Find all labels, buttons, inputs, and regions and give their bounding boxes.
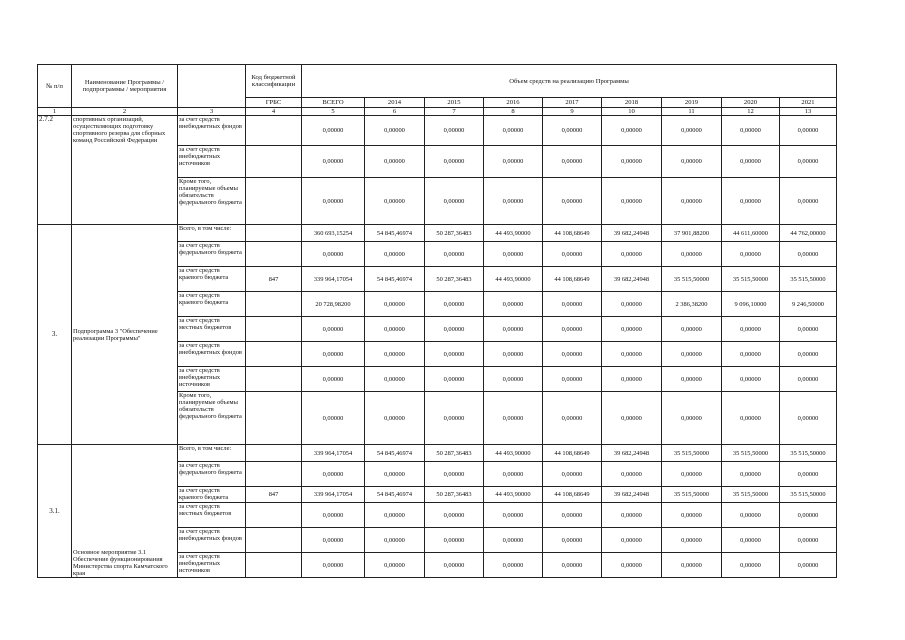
amount-cell: 39 682,24948 — [602, 487, 662, 503]
amount-cell: 0,00000 — [425, 528, 484, 553]
amount-cell: 0,00000 — [722, 462, 780, 487]
amount-cell: 44 108,68649 — [543, 267, 602, 292]
amount-cell: 0,00000 — [662, 317, 722, 342]
amount-cell: 339 964,17054 — [302, 445, 365, 462]
volume-header: Объем средств на реализацию Программы — [302, 65, 837, 98]
amount-cell: 0,00000 — [365, 553, 425, 578]
col-num: 10 — [602, 108, 662, 116]
amount-cell: 0,00000 — [484, 342, 543, 367]
amount-cell: 35 515,50000 — [662, 267, 722, 292]
amount-cell: 0,00000 — [365, 292, 425, 317]
amount-cell: 0,00000 — [780, 553, 837, 578]
amount-cell: 44 493,90000 — [484, 225, 543, 242]
grbs-code — [246, 116, 302, 146]
item-number: 2.7.2 — [38, 116, 72, 225]
amount-cell: 44 762,00000 — [780, 225, 837, 242]
amount-cell: 0,00000 — [365, 392, 425, 445]
grbs-code — [246, 528, 302, 553]
amount-cell: 0,00000 — [662, 553, 722, 578]
amount-cell: 0,00000 — [602, 553, 662, 578]
amount-cell: 0,00000 — [722, 146, 780, 178]
grbs-code — [246, 317, 302, 342]
grbs-code: 847 — [246, 487, 302, 503]
amount-cell: 0,00000 — [543, 367, 602, 392]
amount-cell: 0,00000 — [543, 317, 602, 342]
amount-cell: 0,00000 — [722, 528, 780, 553]
amount-cell: 35 515,50000 — [722, 487, 780, 503]
amount-cell: 0,00000 — [484, 292, 543, 317]
amount-cell: 339 964,17054 — [302, 267, 365, 292]
amount-cell: 0,00000 — [484, 503, 543, 528]
col-num: 11 — [662, 108, 722, 116]
amount-cell: 0,00000 — [425, 317, 484, 342]
amount-cell: 0,00000 — [365, 503, 425, 528]
amount-cell: 9 246,50000 — [780, 292, 837, 317]
amount-cell: 0,00000 — [425, 146, 484, 178]
amount-cell: 0,00000 — [425, 503, 484, 528]
amount-cell: 0,00000 — [780, 242, 837, 267]
amount-cell: 0,00000 — [662, 146, 722, 178]
amount-cell: 0,00000 — [425, 178, 484, 225]
amount-cell: 0,00000 — [780, 146, 837, 178]
amount-cell: 44 493,90000 — [484, 487, 543, 503]
funding-source: за счет средств внебюджетных фондов — [178, 528, 246, 553]
amount-cell: 0,00000 — [602, 317, 662, 342]
amount-cell: 0,00000 — [602, 367, 662, 392]
amount-cell: 0,00000 — [302, 392, 365, 445]
amount-cell: 0,00000 — [662, 342, 722, 367]
amount-cell: 0,00000 — [302, 116, 365, 146]
amount-cell: 0,00000 — [602, 146, 662, 178]
amount-cell: 2 386,38200 — [662, 292, 722, 317]
table-row — [38, 445, 837, 462]
amount-cell: 54 845,46974 — [365, 225, 425, 242]
amount-cell: 0,00000 — [543, 242, 602, 267]
item-name: спортивных организаций, осуществляющих подготовку спортивного резерва для сборных команд Российской Федерации — [72, 116, 178, 225]
amount-cell: 0,00000 — [302, 242, 365, 267]
amount-cell: 0,00000 — [365, 367, 425, 392]
amount-cell: 0,00000 — [302, 146, 365, 178]
amount-cell: 0,00000 — [602, 503, 662, 528]
amount-cell: 35 515,50000 — [722, 445, 780, 462]
amount-cell: 0,00000 — [543, 528, 602, 553]
amount-cell: 0,00000 — [543, 178, 602, 225]
funding-source: за счет средств внебюджетных источников — [178, 553, 246, 578]
amount-cell: 0,00000 — [302, 528, 365, 553]
amount-cell: 0,00000 — [365, 317, 425, 342]
grbs-code — [246, 367, 302, 392]
funding-source: Всего, в том числе: — [178, 225, 246, 242]
year-2016: 2016 — [484, 98, 543, 108]
column-number-row — [38, 108, 837, 116]
amount-cell: 0,00000 — [365, 462, 425, 487]
amount-cell: 50 287,36483 — [425, 487, 484, 503]
amount-cell: 0,00000 — [662, 242, 722, 267]
amount-cell: 0,00000 — [722, 367, 780, 392]
amount-cell: 0,00000 — [722, 553, 780, 578]
col-num: 7 — [425, 108, 484, 116]
table-row — [38, 116, 837, 146]
amount-cell: 44 108,68649 — [543, 445, 602, 462]
grbs-code — [246, 392, 302, 445]
funding-source: Кроме того, планируемые объемы обязательств федерального бюджета — [178, 178, 246, 225]
amount-cell: 0,00000 — [302, 553, 365, 578]
funding-source: за счет средств краевого бюджета — [178, 267, 246, 292]
year-2018: 2018 — [602, 98, 662, 108]
amount-cell: 0,00000 — [543, 553, 602, 578]
amount-cell: 0,00000 — [365, 242, 425, 267]
funding-source: за счет средств федерального бюджета — [178, 242, 246, 267]
grbs-code — [246, 242, 302, 267]
amount-cell: 0,00000 — [365, 146, 425, 178]
funding-source: за счет средств внебюджетных фондов — [178, 342, 246, 367]
amount-cell: 0,00000 — [662, 503, 722, 528]
col-num: 8 — [484, 108, 543, 116]
grbs-header: ГРБС — [246, 98, 302, 108]
col-num: 6 — [365, 108, 425, 116]
grbs-code — [246, 178, 302, 225]
amount-cell: 0,00000 — [484, 528, 543, 553]
amount-cell: 0,00000 — [662, 367, 722, 392]
amount-cell: 0,00000 — [722, 116, 780, 146]
amount-cell: 0,00000 — [722, 392, 780, 445]
amount-cell: 0,00000 — [602, 116, 662, 146]
item-name: Основное мероприятие 3.1 Обеспечение функционирования Министерства спорта Камчатского края — [72, 445, 178, 578]
amount-cell: 339 964,17054 — [302, 487, 365, 503]
amount-cell: 0,00000 — [302, 342, 365, 367]
amount-cell: 0,00000 — [425, 292, 484, 317]
amount-cell: 0,00000 — [484, 317, 543, 342]
amount-cell: 0,00000 — [722, 178, 780, 225]
amount-cell: 39 682,24948 — [602, 225, 662, 242]
grbs-code — [246, 462, 302, 487]
item-number: 3.1. — [38, 445, 72, 578]
grbs-code — [246, 503, 302, 528]
amount-cell: 0,00000 — [780, 503, 837, 528]
amount-cell: 0,00000 — [302, 367, 365, 392]
year-2019: 2019 — [662, 98, 722, 108]
amount-cell: 20 728,98200 — [302, 292, 365, 317]
amount-cell: 37 901,88200 — [662, 225, 722, 242]
col-num: 3 — [178, 108, 246, 116]
amount-cell: 0,00000 — [484, 116, 543, 146]
year-2020: 2020 — [722, 98, 780, 108]
amount-cell: 0,00000 — [780, 178, 837, 225]
col-num: 4 — [246, 108, 302, 116]
name-header: Наименование Программы / подпрограммы / мероприятия — [72, 65, 178, 108]
amount-cell: 0,00000 — [602, 392, 662, 445]
funding-source: за счет средств местных бюджетов — [178, 503, 246, 528]
amount-cell: 0,00000 — [425, 242, 484, 267]
col-num: 13 — [780, 108, 837, 116]
amount-cell: 9 096,10000 — [722, 292, 780, 317]
amount-cell: 44 493,90000 — [484, 445, 543, 462]
amount-cell: 0,00000 — [602, 242, 662, 267]
funding-source: за счет средств федерального бюджета — [178, 462, 246, 487]
amount-cell: 0,00000 — [780, 116, 837, 146]
grbs-code: 847 — [246, 267, 302, 292]
amount-cell: 0,00000 — [722, 242, 780, 267]
amount-cell: 0,00000 — [780, 528, 837, 553]
amount-cell: 0,00000 — [484, 146, 543, 178]
amount-cell: 50 287,36483 — [425, 225, 484, 242]
amount-cell: 35 515,50000 — [780, 445, 837, 462]
code-header: Код бюджетной классификации — [246, 65, 302, 98]
funding-source: за счет средств внебюджетных источников — [178, 146, 246, 178]
grbs-code — [246, 146, 302, 178]
grbs-code — [246, 225, 302, 242]
amount-cell: 0,00000 — [425, 462, 484, 487]
year-2015: 2015 — [425, 98, 484, 108]
amount-cell: 0,00000 — [543, 116, 602, 146]
amount-cell: 0,00000 — [780, 392, 837, 445]
amount-cell: 0,00000 — [780, 462, 837, 487]
grbs-code — [246, 342, 302, 367]
scanned-document — [37, 64, 837, 578]
amount-cell: 39 682,24948 — [602, 445, 662, 462]
amount-cell: 0,00000 — [425, 392, 484, 445]
num-header: № п/п — [38, 65, 72, 108]
amount-cell: 0,00000 — [543, 392, 602, 445]
amount-cell: 0,00000 — [484, 553, 543, 578]
amount-cell: 0,00000 — [365, 178, 425, 225]
table-body — [38, 116, 837, 578]
amount-cell: 50 287,36483 — [425, 267, 484, 292]
amount-cell: 0,00000 — [662, 528, 722, 553]
item-name: Подпрограмма 3 "Обеспечение реализации Программы" — [72, 225, 178, 445]
funding-source: Кроме того, планируемые объемы обязательств федерального бюджета — [178, 392, 246, 445]
amount-cell: 44 611,60000 — [722, 225, 780, 242]
amount-cell: 0,00000 — [365, 342, 425, 367]
amount-cell: 35 515,50000 — [662, 487, 722, 503]
amount-cell: 0,00000 — [602, 178, 662, 225]
amount-cell: 35 515,50000 — [722, 267, 780, 292]
amount-cell: 0,00000 — [543, 292, 602, 317]
amount-cell: 39 682,24948 — [602, 267, 662, 292]
amount-cell: 54 845,46974 — [365, 445, 425, 462]
item-number: 3. — [38, 225, 72, 445]
amount-cell: 0,00000 — [302, 317, 365, 342]
amount-cell: 0,00000 — [484, 392, 543, 445]
amount-cell: 0,00000 — [484, 462, 543, 487]
amount-cell: 0,00000 — [722, 342, 780, 367]
amount-cell: 0,00000 — [543, 342, 602, 367]
amount-cell: 44 108,68649 — [543, 225, 602, 242]
amount-cell: 0,00000 — [425, 116, 484, 146]
empty-header — [178, 65, 246, 108]
amount-cell: 0,00000 — [484, 242, 543, 267]
amount-cell: 35 515,50000 — [780, 487, 837, 503]
amount-cell: 54 845,46974 — [365, 487, 425, 503]
amount-cell: 0,00000 — [780, 342, 837, 367]
funding-source: за счет средств внебюджетных источников — [178, 367, 246, 392]
amount-cell: 44 108,68649 — [543, 487, 602, 503]
col-num: 12 — [722, 108, 780, 116]
col-num: 1 — [38, 108, 72, 116]
amount-cell: 0,00000 — [602, 342, 662, 367]
amount-cell: 0,00000 — [365, 116, 425, 146]
amount-cell: 0,00000 — [780, 367, 837, 392]
amount-cell: 0,00000 — [662, 178, 722, 225]
amount-cell: 54 845,46974 — [365, 267, 425, 292]
year-2017: 2017 — [543, 98, 602, 108]
amount-cell: 0,00000 — [425, 553, 484, 578]
amount-cell: 0,00000 — [425, 367, 484, 392]
amount-cell: 0,00000 — [484, 367, 543, 392]
amount-cell: 360 693,15254 — [302, 225, 365, 242]
amount-cell: 0,00000 — [543, 462, 602, 487]
amount-cell: 0,00000 — [302, 178, 365, 225]
amount-cell: 0,00000 — [662, 116, 722, 146]
funding-source: за счет средств краевого бюджета — [178, 292, 246, 317]
amount-cell: 0,00000 — [602, 462, 662, 487]
amount-cell: 0,00000 — [425, 342, 484, 367]
amount-cell: 0,00000 — [662, 462, 722, 487]
amount-cell: 0,00000 — [722, 503, 780, 528]
amount-cell: 0,00000 — [722, 317, 780, 342]
header-row — [38, 65, 837, 98]
year-total: ВСЕГО — [302, 98, 365, 108]
amount-cell: 0,00000 — [780, 317, 837, 342]
funding-source: за счет средств внебюджетных фондов — [178, 116, 246, 146]
amount-cell: 0,00000 — [543, 146, 602, 178]
amount-cell: 0,00000 — [602, 292, 662, 317]
amount-cell: 0,00000 — [302, 503, 365, 528]
funding-source: за счет средств местных бюджетов — [178, 317, 246, 342]
amount-cell: 44 493,90000 — [484, 267, 543, 292]
col-num: 9 — [543, 108, 602, 116]
amount-cell: 0,00000 — [662, 392, 722, 445]
amount-cell: 35 515,50000 — [780, 267, 837, 292]
col-num: 5 — [302, 108, 365, 116]
amount-cell: 0,00000 — [302, 462, 365, 487]
grbs-code — [246, 445, 302, 462]
col-num: 2 — [72, 108, 178, 116]
funding-source: Всего, в том числе: — [178, 445, 246, 462]
funding-source: за счет средств краевого бюджета — [178, 487, 246, 503]
grbs-code — [246, 292, 302, 317]
year-2014: 2014 — [365, 98, 425, 108]
year-2021: 2021 — [780, 98, 837, 108]
grbs-code — [246, 553, 302, 578]
budget-table — [37, 64, 837, 578]
amount-cell: 35 515,50000 — [662, 445, 722, 462]
amount-cell: 0,00000 — [484, 178, 543, 225]
amount-cell: 0,00000 — [543, 503, 602, 528]
amount-cell: 50 287,36483 — [425, 445, 484, 462]
amount-cell: 0,00000 — [365, 528, 425, 553]
table-row — [38, 225, 837, 242]
amount-cell: 0,00000 — [602, 528, 662, 553]
